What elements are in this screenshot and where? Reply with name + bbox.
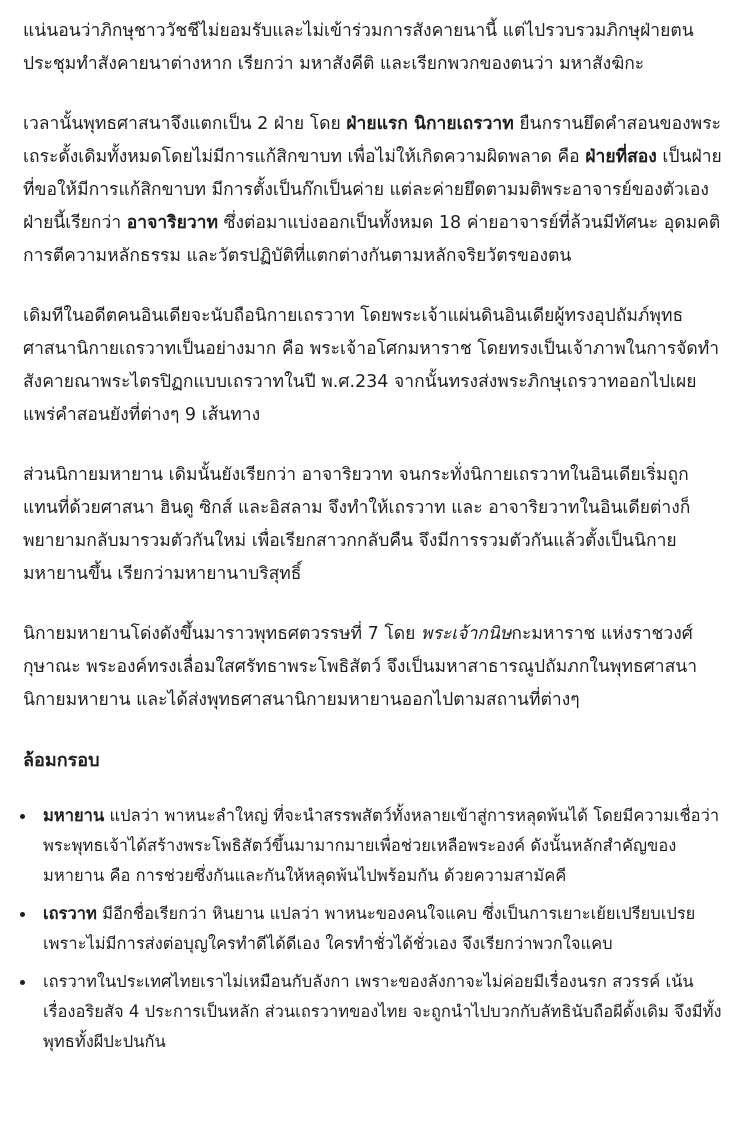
bullet-item-thai-theravada: [23, 967, 723, 1057]
bullet-list: [23, 801, 723, 1057]
paragraph-2-bold-acariyavada: อาจาริยวาท: [126, 213, 219, 233]
bullet-term-mahayana: มหายาน: [43, 806, 105, 825]
paragraph-2-bold-first-side: ฝ่ายแรก นิกายเถรวาท: [346, 114, 514, 134]
paragraph-3-text: เดิมทีในอดีตคนอินเดียจะนับถือนิกายเถรวาท โดยพระเจ้าแผ่นดินอินเดียผู้ทรงอุปถัมภ์พุทธศาสนานิกายเถรวาทเป็นอย่างมาก คือ พระเจ้าอโศกมหาราช โดยทรงเป็นเจ้าภาพในการจัดทำสังคายณาพระไตรปิฏกแบบเถรวาทในปี พ.ศ.234 จากนั้นทรงส่งพระภิกษุเถรวาทออกไปเผยแพร่คำสอนยังที่ต่างๆ 9 เส้นทาง: [23, 306, 720, 425]
paragraph-3: [23, 300, 723, 432]
bullet-item-mahayana: [23, 801, 723, 891]
paragraph-5-part-c: กะมหาราช แห่งราชวงศ์กุษาณะ พระองค์ทรงเลื่อมใสศรัทธาพระโพธิสัตว์ จึงเป็นมหาสาธารณูปถัมภกในพุทธศาสนานิกายมหายาน และได้ส่งพุทธศาสนานิกายมหายานออกไปตามสถานที่ต่างๆ: [23, 624, 698, 710]
paragraph-1: [23, 15, 723, 81]
paragraph-2-part-e: ซึ่งต่อมาแบ่งออกเป็นทั้งหมด 18 ค่ายอาจารย์ที่ล้วนมีทัศนะ อุดมคติ การตีความหลักธรรม และวัตรปฏิบัติที่แตกต่างกันตามหลักจริยวัตรของตน: [23, 213, 721, 266]
section-heading: ล้อมกรอบ: [23, 750, 100, 771]
paragraph-4-text: ส่วนนิกายมหายาน เดิมนั้นยังเรียกว่า อาจาริยวาท จนกระทั่งนิกายเถรวาทในอินเดียเริ่มถูกแทนที่ด้วยศาสนา ฮินดู ซิกส์ และอิสลาม จึงทำให้เถรวาท และ อาจาริยวาทในอินเดียต่างก็พยายามกลับมารวมตัวกันใหม่ เพื่อเรียกสาวกกลับคืน จึงมีการรวมตัวกันแล้วตั้งเป็นนิกายมหายานขึ้น เรียกว่ามหายานาบริสุทธิ์: [23, 465, 691, 584]
bullet-item-theravada: [23, 899, 723, 959]
paragraph-5: [23, 618, 723, 717]
paragraph-2-part-d: เป็นฝ่ายที่ขอให้มีการแก้สิกขาบท มีการตั้งเป็นก๊กเป็นค่าย แต่ละค่ายยึดตามมติพระอาจารย์ของตัวเอง ฝ่ายนี้เรียกว่า: [23, 147, 722, 233]
paragraph-2: [23, 108, 723, 273]
paragraph-2-bold-second-side: ฝ่ายที่สอง: [585, 147, 657, 167]
bullet-term-theravada: เถรวาท: [43, 904, 97, 923]
bullet-text-theravada: มีอีกชื่อเรียกว่า หินยาน แปลว่า พาหนะของคนใจแคบ ซึ่งเป็นการเยาะเย้ยเปรียบเปรยเพราะไม่มีการส่งต่อบุญใครทำดีได้ดีเอง ใครทำชั่วได้ชั่วเอง จึงเรียกว่าพวกใจแคบ: [43, 904, 696, 953]
paragraph-4: [23, 459, 723, 591]
paragraph-2-part-a: เวลานั้นพุทธศาสนาจึงแตกเป็น 2 ฝ่าย โดย: [23, 114, 347, 134]
paragraph-2-part-c: ยืนกรานยึดคำสอนของพระเถระดั้งเดิมทั้งหมดโดยไม่มีการแก้สิกขาบท เพื่อไม่ให้เกิดความผิดพลาด คือ: [23, 114, 722, 167]
paragraph-5-italic-king: พระเจ้ากนิษ: [420, 624, 512, 644]
article-body: [23, 15, 723, 1065]
paragraph-1-text: แน่นอนว่าภิกษุชาววัชชีไม่ยอมรับและไม่เข้าร่วมการสังคายนานี้ แต่ไปรวบรวมภิกษุฝ่ายตนประชุมทำสังคายนาต่างหาก เรียกว่า มหาสังคีติ และเรียกพวกของตนว่า มหาสังฆิกะ: [23, 21, 694, 74]
bullet-text-thai-theravada: เถรวาทในประเทศไทยเราไม่เหมือนกับลังกา เพราะของลังกาจะไม่ค่อยมีเรื่องนรก สวรรค์ เน้นเรื่องอริยสัจ 4 ประการเป็นหลัก ส่วนเถรวาทของไทย จะถูกนำไปบวกกับลัทธินับถือผีดั้งเดิม จึงมีทั้งพุทธทั้งผีปะปนกัน: [43, 972, 722, 1051]
bullet-text-mahayana: แปลว่า พาหนะลำใหญ่ ที่จะนำสรรพสัตว์ทั้งหลายเข้าสู่การหลุดพ้นได้ โดยมีความเชื่อว่า พระพุทธเจ้าได้สร้างพระโพธิสัตว์ขึ้นมามากมายเพื่อช่วยเหลือพระองค์ ดังนั้นหลักสำคัญของมหายาน คือ การช่วยซึ่งกันและกันให้หลุดพ้นไปพร้อมกัน ด้วยความสามัคคี: [43, 806, 720, 885]
paragraph-5-part-a: นิกายมหายานโด่งดังขึ้นมาราวพุทธศตวรรษที่ 7 โดย: [23, 624, 421, 644]
